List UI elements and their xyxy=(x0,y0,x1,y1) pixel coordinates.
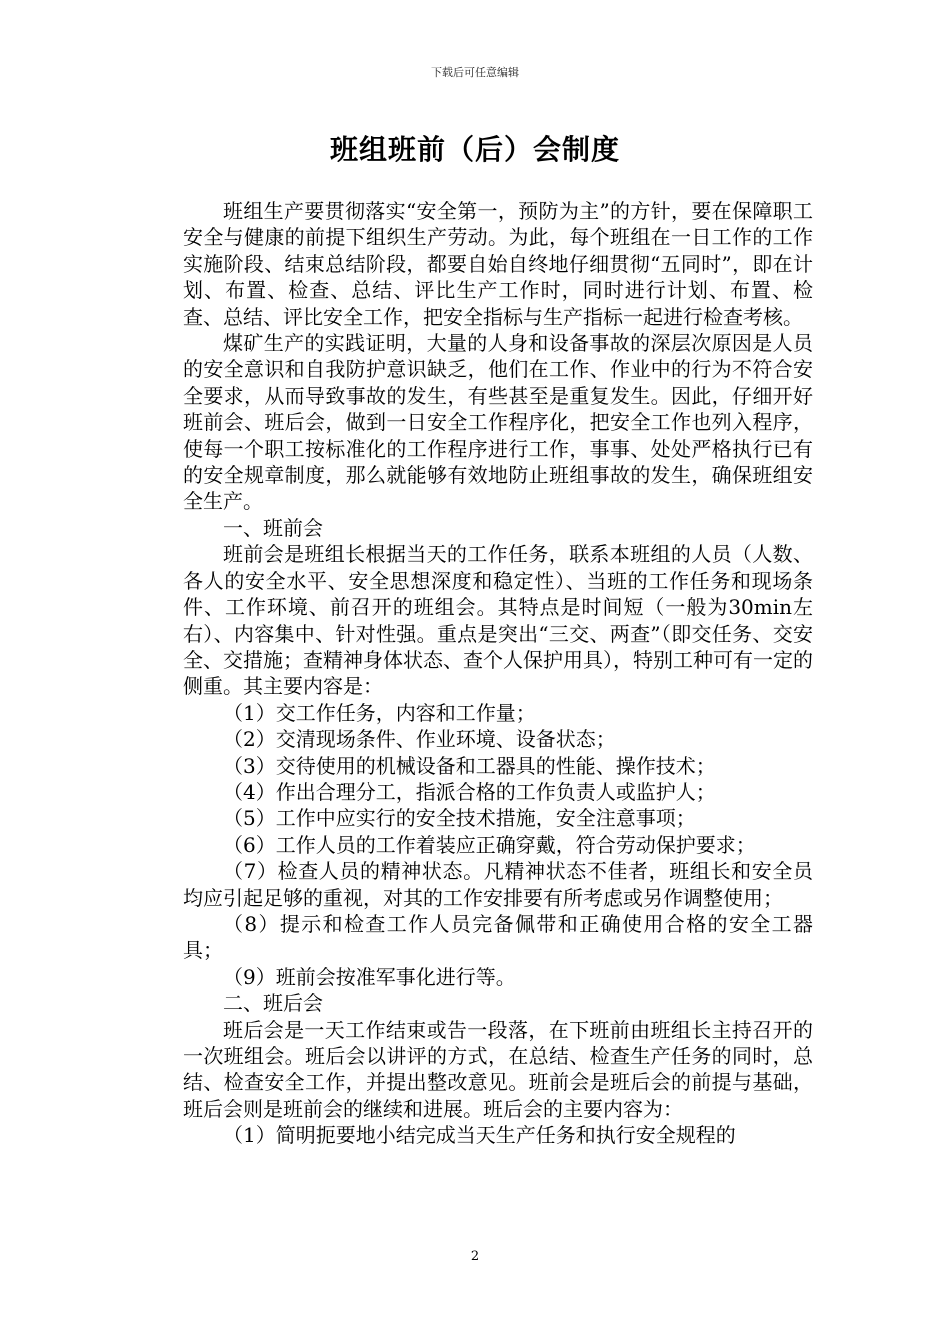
list-item: （7）检查人员的精神状态。凡精神状态不佳者，班组长和安全员均应引起足够的重视，对其的工作安排要有所考虑或另作调整使用； xyxy=(183,859,813,910)
list-item: （4）作出合理分工，指派合格的工作负责人或监护人； xyxy=(223,779,716,804)
post-shift-description: 班后会是一天工作结束或告一段落，在下班前由班组长主持召开的一次班组会。班后会以讲评的方式，在总结、检查生产任务的同时，总结、检查安全工作，并提出整改意见。班前会是班后会的前提与基础，班后会则是班前会的继续和进展。班后会的主要内容为： xyxy=(183,1017,813,1121)
list-item: （5）工作中应实行的安全技术措施，安全注意事项； xyxy=(223,806,696,831)
list-item: （2）交清现场条件、作业环境、设备状态； xyxy=(223,727,616,752)
document-body xyxy=(183,198,813,1149)
page-number: 2 xyxy=(470,1249,480,1264)
section-heading-post-shift: 二、班后会 xyxy=(223,991,323,1016)
list-item: （3）交待使用的机械设备和工器具的性能、操作技术； xyxy=(223,753,716,778)
pre-shift-description: 班前会是班组长根据当天的工作任务，联系本班组的人员（人数、各人的安全水平、安全思想深度和稳定性）、当班的工作任务和现场条件、工作环境、前召开的班组会。其特点是时间短（一般为30min左右）、内容集中、针对性强。重点是突出“三交、两查”（即交任务、交安全、交措施；查精神身体状态、查个人保护用具），特别工种可有一定的侧重。其主要内容是： xyxy=(183,542,813,699)
list-item: （1）交工作任务，内容和工作量； xyxy=(223,700,536,725)
list-item: （6）工作人员的工作着装应正确穿戴，符合劳动保护要求； xyxy=(223,832,756,857)
intro-paragraph: 班组生产要贯彻落实“安全第一，预防为主”的方针，要在保障职工安全与健康的前提下组织生产劳动。为此，每个班组在一日工作的工作实施阶段、结束总结阶段，都要自始自终地仔细贯彻“五同时”，即在计划、布置、检查、总结、评比生产工作时，同时进行计划、布置、检查、总结、评比安全工作，把安全指标与生产指标一起进行检查考核。 xyxy=(183,199,813,329)
list-item: （8）提示和检查工作人员完备佩带和正确使用合格的安全工器具； xyxy=(183,911,813,963)
header-note: 下载后可任意编辑 xyxy=(431,66,519,79)
list-item: （9）班前会按准军事化进行等。 xyxy=(223,964,516,989)
section-heading-pre-shift: 一、班前会 xyxy=(223,515,323,540)
list-item: （1）简明扼要地小结完成当天生产任务和执行安全规程的 xyxy=(223,1123,736,1148)
intro-paragraph-2: 煤矿生产的实践证明，大量的人身和设备事故的深层次原因是人员的安全意识和自我防护意识缺乏，他们在工作、作业中的行为不符合安全要求，从而导致事故的发生，有些甚至是重复发生。因此，仔细开好班前会、班后会，做到一日安全工作程序化，把安全工作也列入程序，使每一个职工按标准化的工作程序进行工作，事事、处处严格执行已有的安全规章制度，那么就能够有效地防止班组事故的发生，确保班组安全生产。 xyxy=(183,331,813,514)
document-title: 班组班前（后）会制度 xyxy=(329,133,620,166)
